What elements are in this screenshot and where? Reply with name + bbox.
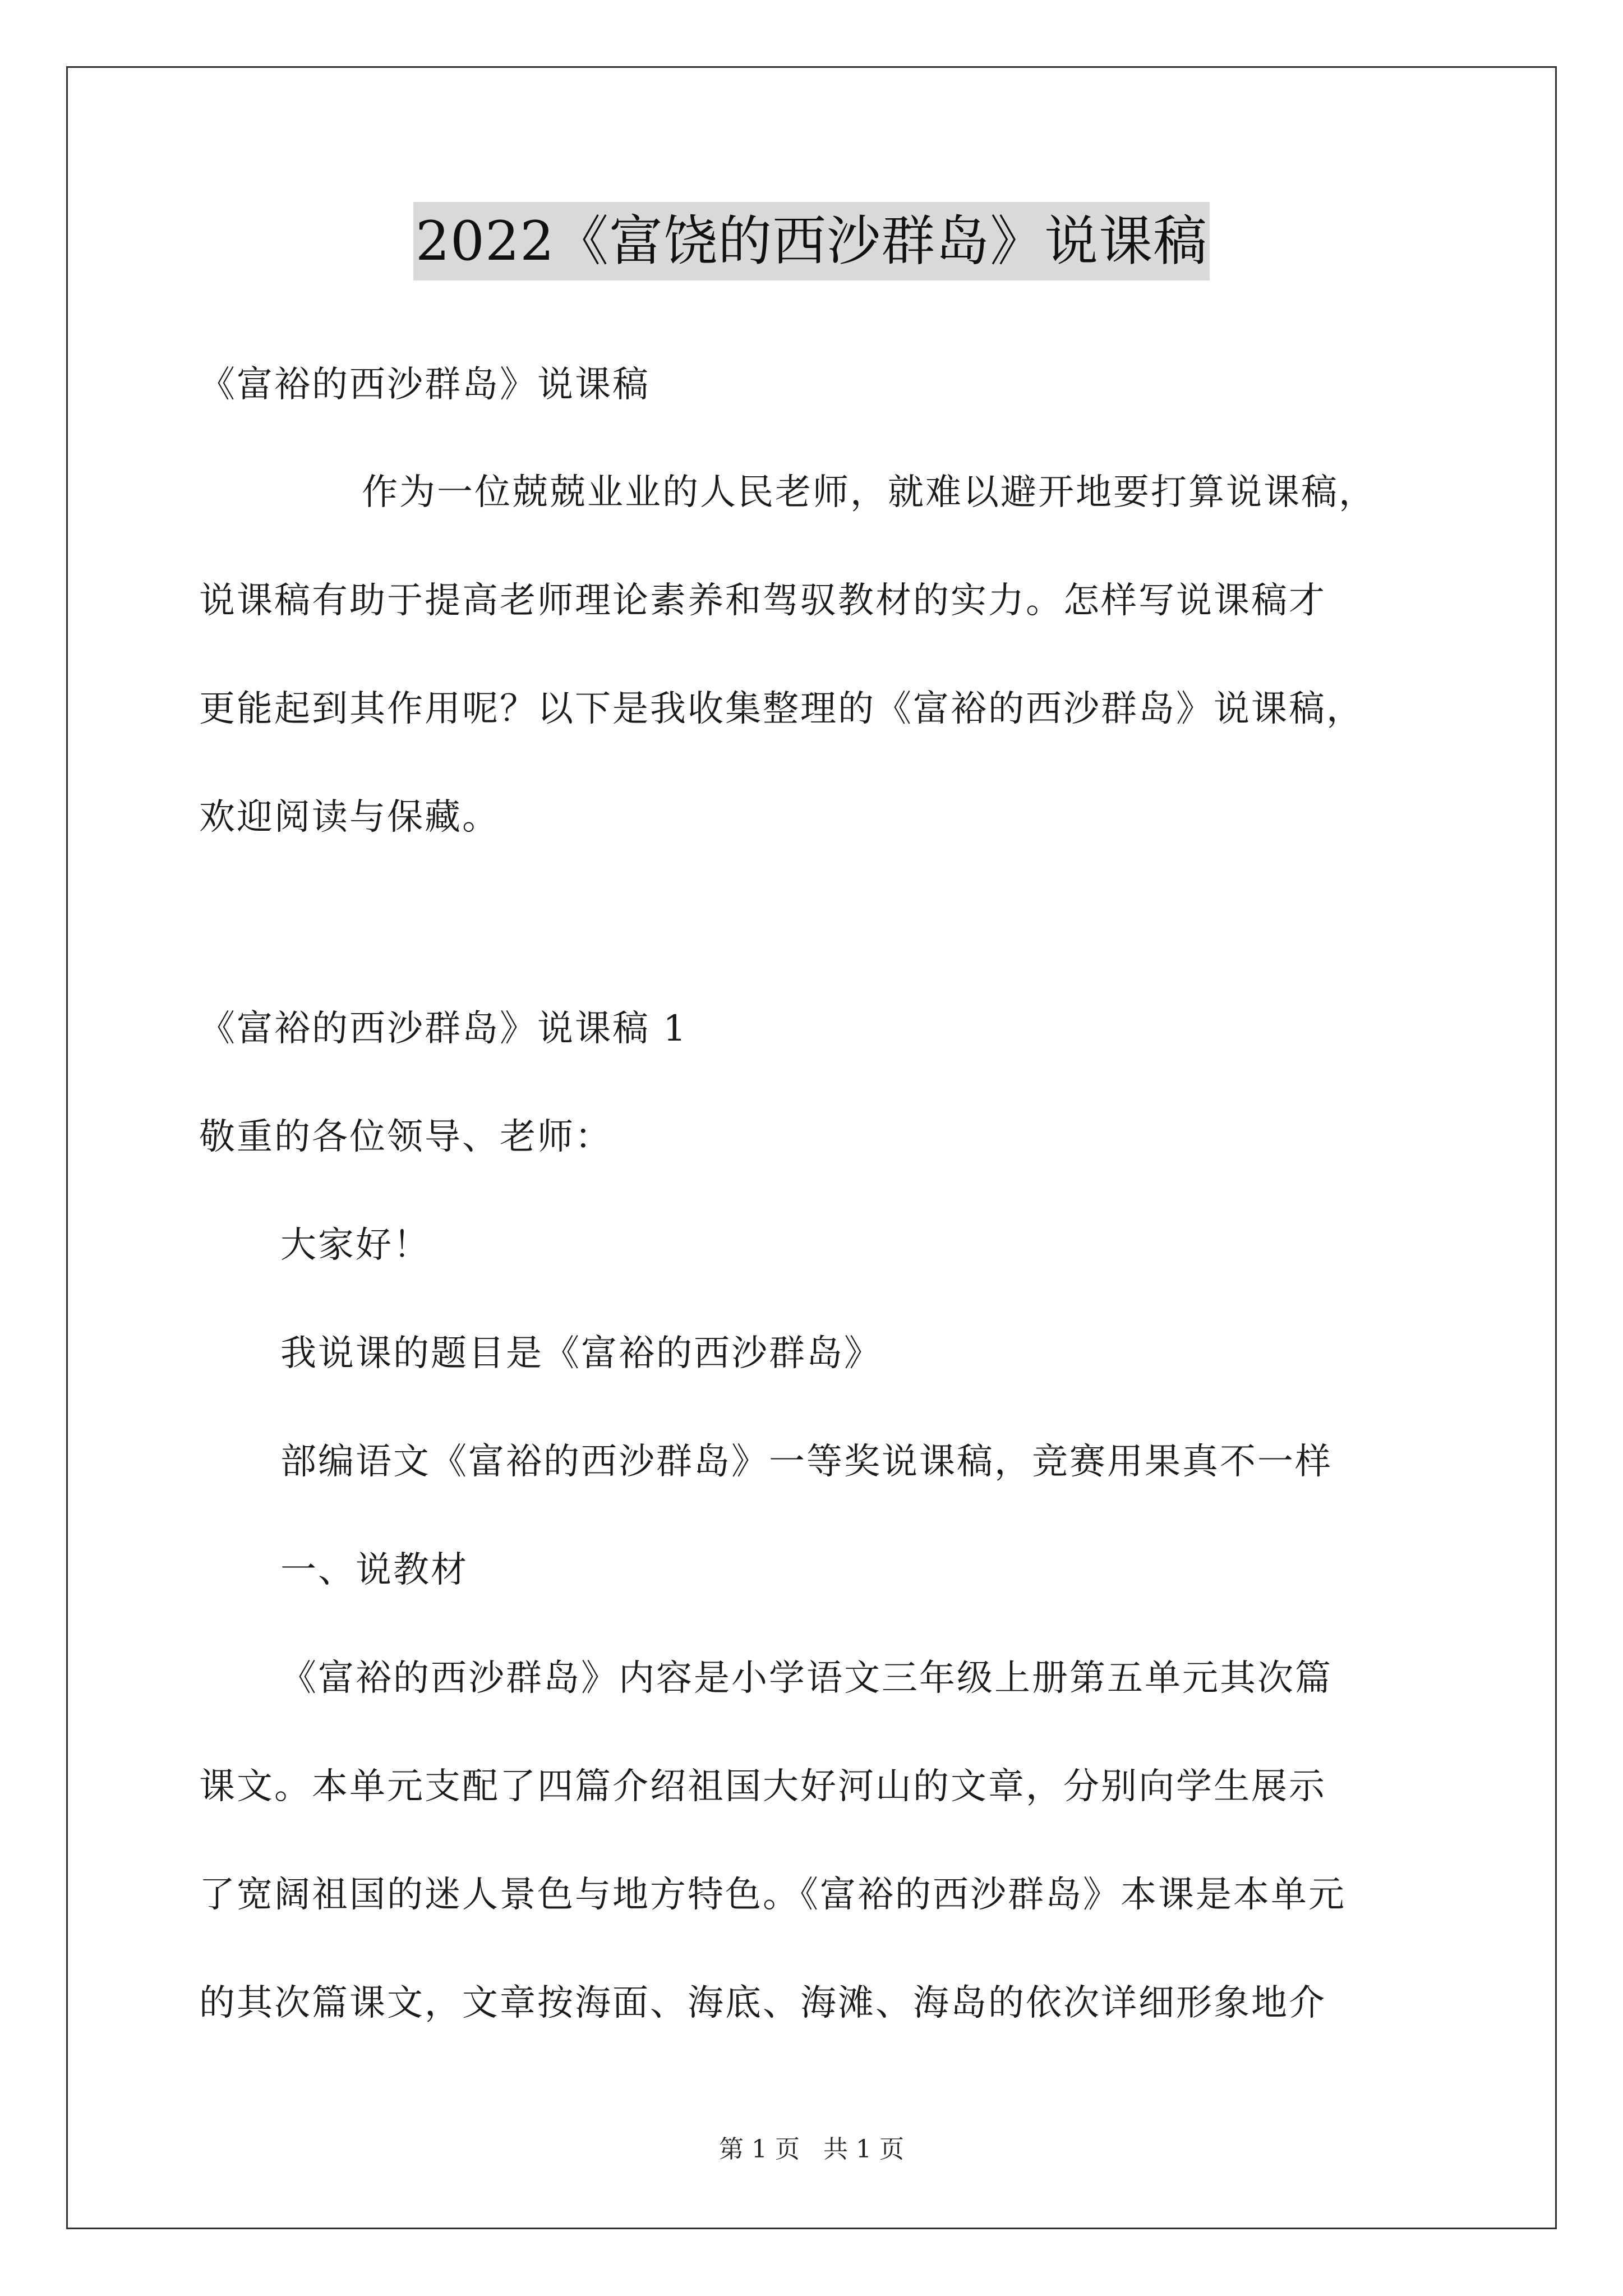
- greeting: 大家好！: [280, 1225, 431, 1266]
- section-heading: 《富裕的西沙群岛》说课稿 1: [199, 1008, 688, 1050]
- page-total: 共 1 页: [823, 2135, 904, 2164]
- intro-line-4: 欢迎阅读与保藏。: [199, 797, 500, 838]
- intro-line-2: 说课稿有助于提高老师理论素养和驾驭教材的实力。怎样写说课稿才: [199, 580, 1326, 622]
- topic-line: 我说课的题目是《富裕的西沙群岛》: [280, 1333, 882, 1374]
- document-title: 2022《富饶的西沙群岛》说课稿: [413, 202, 1210, 280]
- page-number: 第 1 页: [719, 2135, 800, 2164]
- material-line-4: 的其次篇课文，文章按海面、海底、海滩、海岛的依次详细形象地介: [199, 1982, 1326, 2024]
- part-one-heading: 一、说教材: [280, 1549, 468, 1591]
- material-line-2: 课文。本单元支配了四篇介绍祖国大好河山的文章，分别向学生展示: [199, 1766, 1326, 1807]
- intro-line-1: 作为一位兢兢业业的人民老师，就难以避开地要打算说课稿，: [362, 472, 1376, 513]
- page-footer: [0, 2129, 1623, 2165]
- subtitle: 《富裕的西沙群岛》说课稿: [199, 364, 650, 406]
- intro-line-3: 更能起到其作用呢？以下是我收集整理的《富裕的西沙群岛》说课稿，: [199, 688, 1364, 730]
- material-line-1: 《富裕的西沙群岛》内容是小学语文三年级上册第五单元其次篇: [280, 1658, 1332, 1699]
- title-container: [0, 202, 1623, 280]
- edition-line: 部编语文《富裕的西沙群岛》一等奖说课稿，竞赛用果真不一样: [280, 1441, 1332, 1483]
- material-line-3: 了宽阔祖国的迷人景色与地方特色。《富裕的西沙群岛》本课是本单元: [199, 1874, 1346, 1916]
- salutation: 敬重的各位领导、老师：: [199, 1116, 612, 1158]
